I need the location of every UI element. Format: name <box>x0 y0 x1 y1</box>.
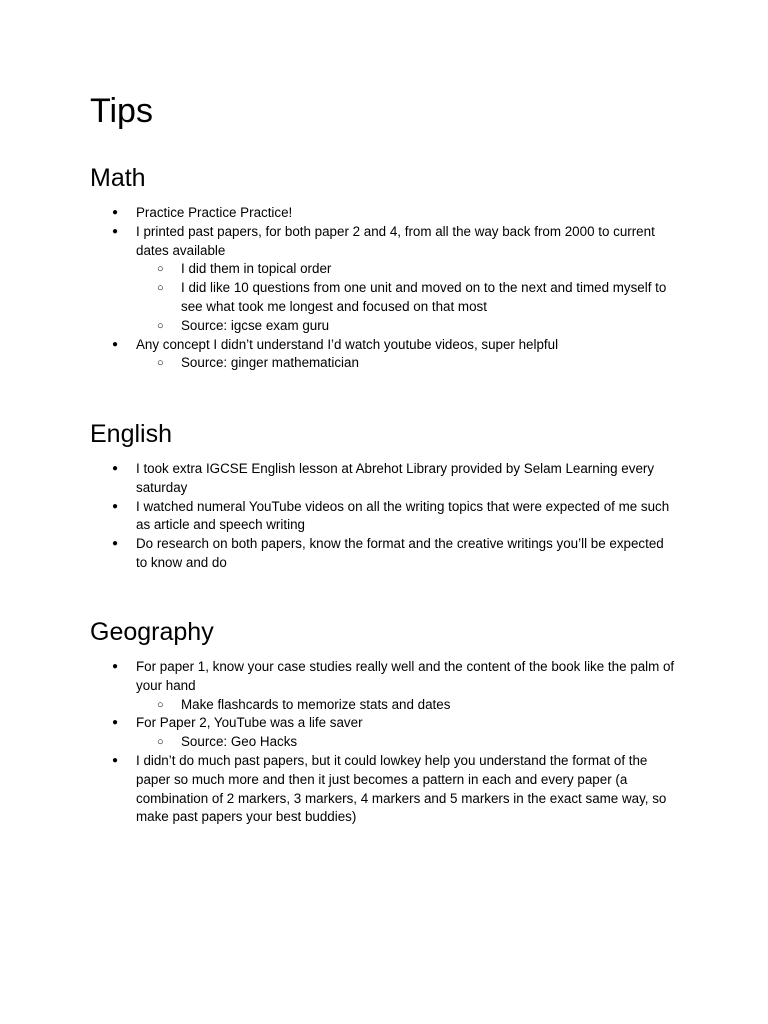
sub-list-item: ○ I did like 10 questions from one unit and moved on to the next and timed myself to see what took me longest and focused on that most <box>0 279 676 317</box>
geography-tips-list <box>0 658 768 827</box>
list-item: ● Practice Practice Practice! <box>0 204 676 223</box>
page-title: Tips <box>90 92 153 130</box>
list-item: ● I printed past papers, for both paper 2 and 4, from all the way back from 2000 to current dates available <box>0 223 676 261</box>
list-item: ● Do research on both papers, know the format and the creative writings you’ll be expected to know and do <box>0 535 676 573</box>
math-tips-list <box>0 204 768 373</box>
sub-list-item: ○ Source: Geo Hacks <box>0 733 676 752</box>
sub-list-item: ○ I did them in topical order <box>0 260 676 279</box>
list-item: ● For paper 1, know your case studies really well and the content of the book like the palm of your hand <box>0 658 676 696</box>
sub-list-item: ○ Make flashcards to memorize stats and dates <box>0 696 676 715</box>
list-item: ● I didn’t do much past papers, but it could lowkey help you understand the format of the paper so much more and then it just becomes a pattern in each and every paper (a combination of 2 markers, 3 markers, 4 markers and 5 markers in the exact same way, so make past papers your best buddies) <box>0 752 676 827</box>
sub-list-item: ○ Source: igcse exam guru <box>0 317 676 336</box>
sub-list-item: ○ Source: ginger mathematician <box>0 354 676 373</box>
list-item: ● For Paper 2, YouTube was a life saver <box>0 714 676 733</box>
english-tips-list <box>0 460 768 573</box>
list-item: ● I watched numeral YouTube videos on all the writing topics that were expected of me such as article and speech writing <box>0 498 676 536</box>
section-heading-geography: Geography <box>90 618 214 646</box>
list-item: ● I took extra IGCSE English lesson at Abrehot Library provided by Selam Learning every saturday <box>0 460 676 498</box>
section-heading-english: English <box>90 420 172 448</box>
section-heading-math: Math <box>90 164 146 192</box>
list-item: ● Any concept I didn’t understand I’d watch youtube videos, super helpful <box>0 336 676 355</box>
